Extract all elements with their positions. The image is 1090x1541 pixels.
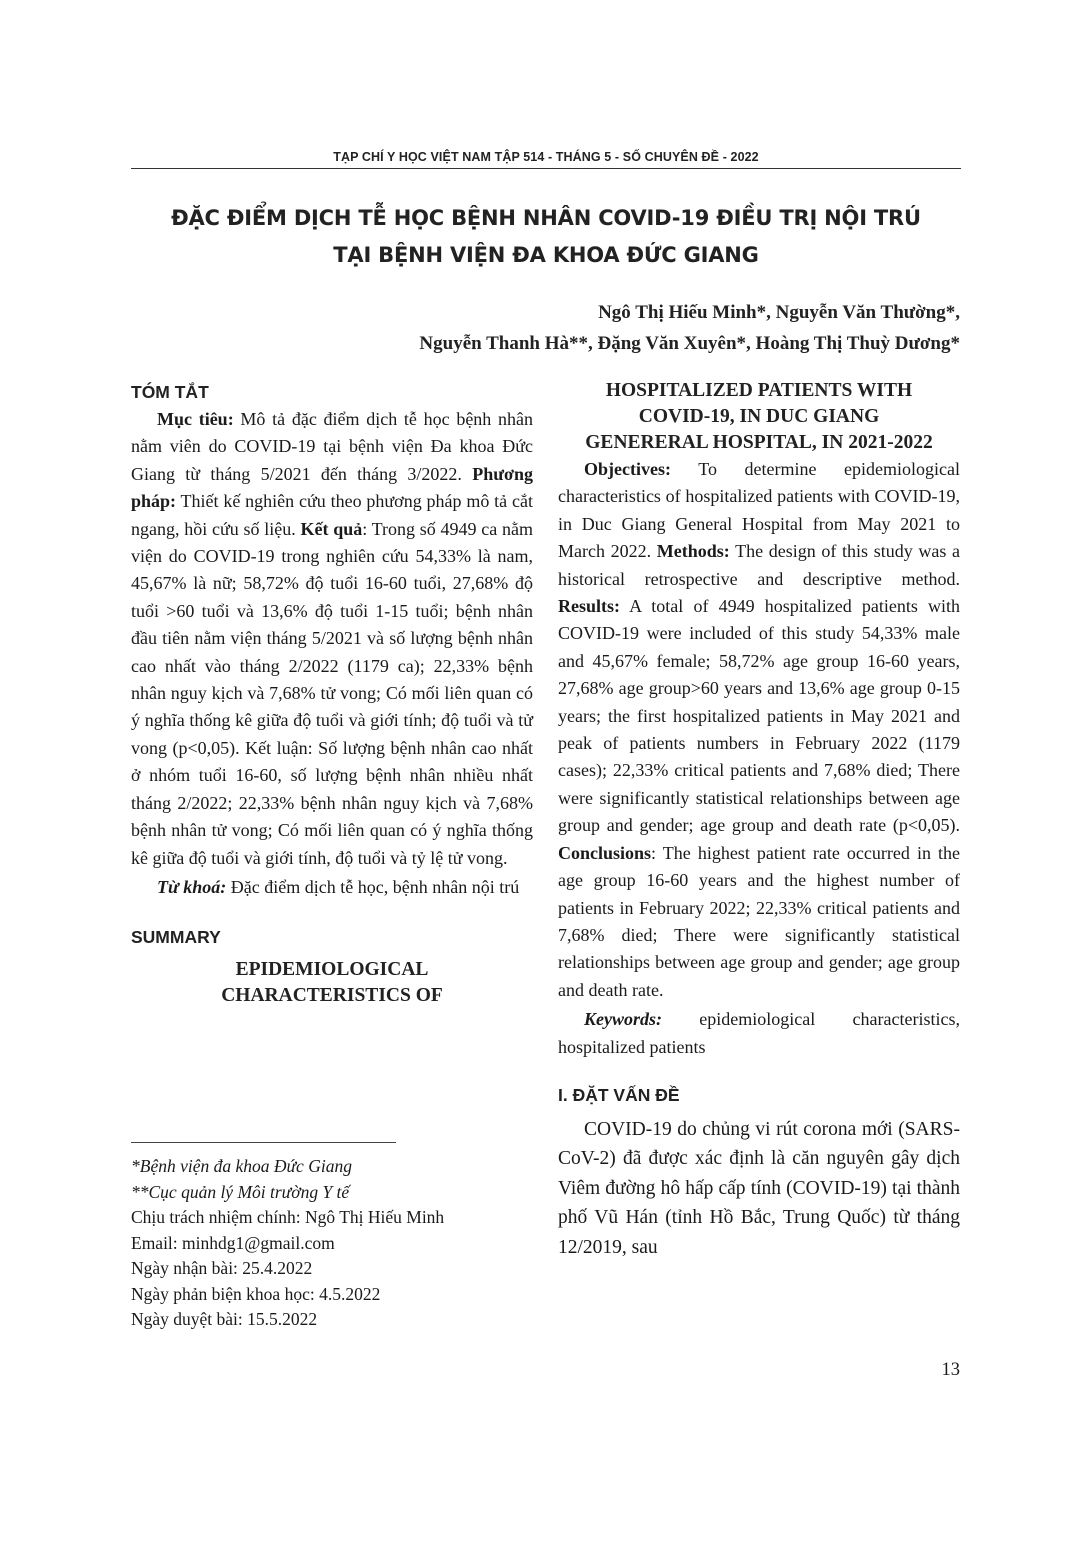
keywords-vn-label: Từ khoá: <box>157 876 227 897</box>
method-text: Thiết kế nghiên cứu theo phương pháp mô tả cắt ngang, hồi cứu số liệu. <box>131 491 533 539</box>
summary-body <box>558 456 960 1004</box>
summary-heading: SUMMARY <box>131 927 221 948</box>
english-title-part-1 <box>131 957 533 1009</box>
footnote-affiliation-1: *Bệnh viện đa khoa Đức Giang <box>131 1156 352 1176</box>
result-label: Kết quả <box>300 518 363 539</box>
abstract-vn-body <box>131 406 533 872</box>
results-label: Results: <box>558 596 620 617</box>
article-title <box>131 200 961 274</box>
keywords-vn <box>131 874 533 901</box>
keywords-en-label: Keywords: <box>584 1009 662 1030</box>
abstract-vn-heading: TÓM TẮT <box>131 382 209 402</box>
conclusions-label: Conclusions <box>558 842 652 863</box>
objective-text: Mô tả đặc điểm dịch tễ học bệnh nhân nằm viên do COVID-19 tại bệnh viện Đa khoa Đức Giang từ tháng 5/2021 đến tháng 3/2022. <box>131 409 534 484</box>
keywords-en <box>558 1006 960 1061</box>
english-title-part-2 <box>558 378 960 456</box>
objectives-label: Objectives: <box>584 459 671 479</box>
footnote-rule <box>131 1142 396 1143</box>
left-column <box>131 378 533 1009</box>
methods-label: Methods: <box>656 541 730 562</box>
author-line-2: Nguyễn Thanh Hà**, Đặng Văn Xuyên*, Hoàng Thị Thuỳ Dương* <box>419 333 960 354</box>
english-title-line-3: HOSPITALIZED PATIENTS WITH <box>605 380 913 401</box>
english-title-line-4: COVID-19, IN DUC GIANG <box>638 406 880 427</box>
english-title-line-1: EPIDEMIOLOGICAL <box>235 959 429 981</box>
page-number: 13 <box>941 1360 960 1380</box>
keywords-vn-text: Đặc điểm dịch tễ học, bệnh nhân nội trú <box>226 876 520 897</box>
header-rule <box>131 168 961 169</box>
footnote-received-date: Ngày nhận bài: 25.4.2022 <box>131 1258 313 1278</box>
footnote-email: Email: minhdg1@gmail.com <box>131 1232 335 1253</box>
methods-text: The design of this study was a historical retrospective and descriptive method. <box>558 541 960 589</box>
footnote-review-date: Ngày phản biện khoa học: 4.5.2022 <box>131 1283 381 1304</box>
article-title-line-1: ĐẶC ĐIỂM DỊCH TỄ HỌC BỆNH NHÂN COVID-19 ĐIỀU TRỊ NỘI TRÚ <box>171 206 921 230</box>
footnote-affiliation-2: **Cục quản lý Môi trường Y tế <box>131 1181 350 1202</box>
results-text: A total of 4949 hospitalized patients with COVID-19 were included of this study 54,33% male and 45,67% female; 58,72% age group 16-60 years, 27,68% age group>60 years and 13,6% age group 0-15 years; the first hospitalized patients in May 2021 and peak of patients numbers in February 2022 (1179 cases); 22,33% critical patients and 7,68% died; There were significantly statistical relationships between age group and gender; age group and death rate (p<0,05). <box>558 596 960 836</box>
footnote-accepted-date: Ngày duyệt bài: 15.5.2022 <box>131 1309 318 1329</box>
method-label: Phương pháp: <box>131 463 533 512</box>
footnote-responsible-author: Chịu trách nhiệm chính: Ngô Thị Hiếu Minh <box>131 1207 445 1227</box>
author-list <box>130 297 960 359</box>
english-title-line-5: GENERERAL HOSPITAL, IN 2021-2022 <box>585 432 933 453</box>
running-head: TẠP CHÍ Y HỌC VIỆT NAM TẬP 514 - THÁNG 5 - SỐ CHUYÊN ĐỀ - 2022 <box>333 150 759 164</box>
result-text: : Trong số 4949 ca nằm viện do COVID-19 trong nghiên cứu 54,33% là nam, 45,67% là nữ; 58,72% độ tuổi 16-60 tuổi, 27,68% độ tuổi >60 tuổi và 13,6% độ tuổi 1-15 tuổi; bệnh nhân đầu tiên nằm viện tháng 5/2021 và số lượng bệnh nhân cao nhất vào tháng 2/2022 (1179 ca); 22,33% bệnh nhân nguy kịch và 7,68% tử vong; Có mối liên quan có ý nghĩa thống kê giữa độ tuổi và giới tính; độ tuổi và tử vong (p<0,05). Kết luận: Số lượng bệnh nhân cao nhất ở nhóm tuổi 16-60, số lượng bệnh nhân nhiều nhất tháng 2/2022; 22,33% bệnh nhân nguy kịch và 7,68% bệnh nhân tử vong; Có mối liên quan có ý nghĩa thống kê giữa độ tuổi và giới tính, độ tuổi và tỷ lệ tử vong. <box>131 518 533 868</box>
english-title-line-2: CHARACTERISTICS OF <box>221 985 443 1007</box>
objective-label: Mục tiêu: <box>157 409 234 429</box>
article-title-line-2: TẠI BỆNH VIỆN ĐA KHOA ĐỨC GIANG <box>333 243 759 267</box>
conclusions-text: : The highest patient rate occurred in the age group 16-60 years and the highest number of patients in February 2022; 22,33% critical patients and 7,68% died; There were significantly statistical relationships between age group and gender; age group and death rate. <box>558 842 960 1000</box>
footnotes <box>131 1154 533 1333</box>
introduction-heading: I. ĐẶT VẤN ĐỀ <box>558 1084 680 1105</box>
author-line-1: Ngô Thị Hiếu Minh*, Nguyễn Văn Thường*, <box>598 302 960 323</box>
introduction-text: COVID-19 do chủng vi rút corona mới (SARS-CoV-2) đã được xác định là căn nguyên gây dịch Viêm đường hô hấp cấp tính (COVID-19) tại thành phố Vũ Hán (tỉnh Hồ Bắc, Trung Quốc) từ tháng 12/2019, sau <box>558 1118 960 1258</box>
right-column <box>558 378 960 1262</box>
objectives-text: To determine epidemiological characteristics of hospitalized patients with COVID-19, in Duc Giang General Hospital from May 2021 to March 2022. <box>558 459 960 562</box>
keywords-en-text: epidemiological characteristics, hospitalized patients <box>558 1009 960 1057</box>
